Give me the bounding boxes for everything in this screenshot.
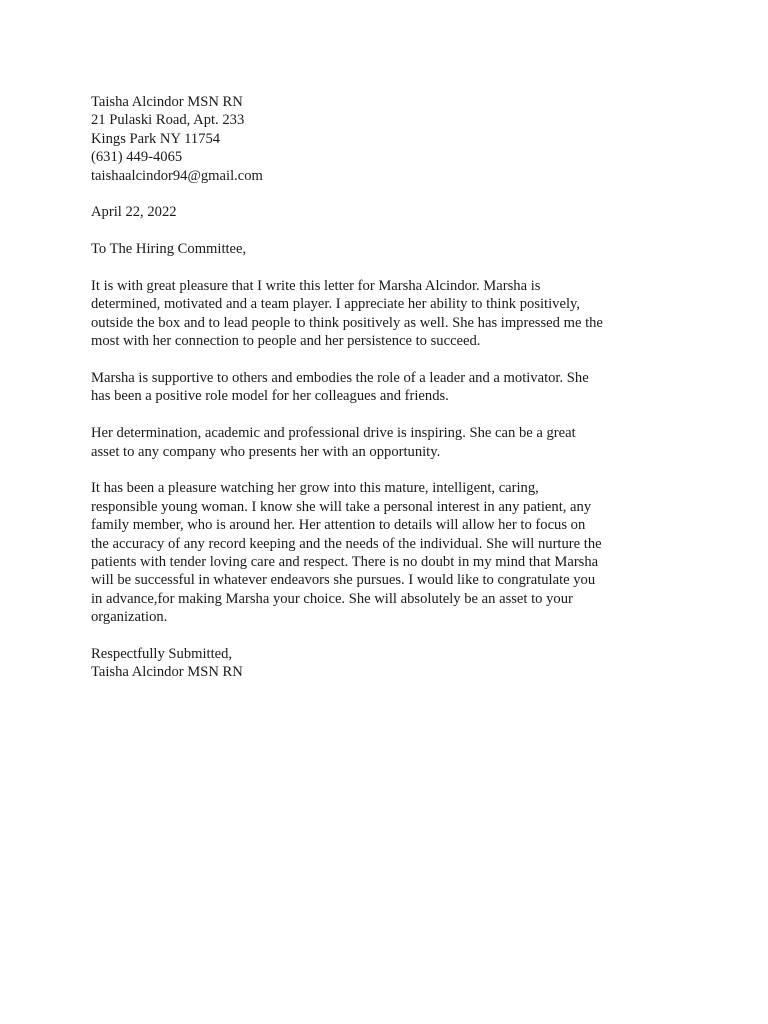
letter-date — [91, 203, 691, 221]
paragraph-line: It has been a pleasure watching her grow into this mature, intelligent, caring, — [91, 480, 539, 497]
sender-address-block — [91, 93, 691, 185]
sender-city: Kings Park NY 11754 — [91, 130, 221, 147]
paragraph-line: the accuracy of any record keeping and the needs of the individual. She will nurture the — [91, 535, 602, 552]
body-paragraph-3 — [91, 424, 691, 461]
paragraph-line: determined, motivated and a team player. I appreciate her ability to think positively, — [91, 296, 580, 313]
closing: Respectfully Submitted, — [91, 646, 233, 663]
paragraph-line: It is with great pleasure that I write this letter for Marsha Alcindor. Marsha is — [91, 278, 541, 295]
paragraph-line: asset to any company who presents her with an opportunity. — [91, 443, 441, 460]
paragraph-line: in advance,for making Marsha your choice. She will absolutely be an asset to your — [91, 590, 573, 607]
paragraph-line: patients with tender loving care and respect. There is no doubt in my mind that Marsha — [91, 554, 599, 571]
paragraph-line: most with her connection to people and her persistence to succeed. — [91, 333, 481, 350]
paragraph-line: Marsha is supportive to others and embodies the role of a leader and a motivator. She — [91, 370, 589, 387]
paragraph-line: outside the box and to lead people to think positively as well. She has impressed me the — [91, 314, 603, 331]
paragraph-line: responsible young woman. I know she will take a personal interest in any patient, any — [91, 498, 592, 515]
paragraph-line: family member, who is around her. Her attention to details will allow her to focus on — [91, 517, 586, 534]
letter — [91, 93, 691, 700]
body-paragraph-4 — [91, 479, 691, 626]
paragraph-line: will be successful in whatever endeavors she pursues. I would like to congratulate you — [91, 572, 596, 589]
sender-email: taishaalcindor94@gmail.com — [91, 167, 263, 184]
date-text: April 22, 2022 — [91, 204, 177, 221]
body-paragraph-2 — [91, 369, 691, 406]
sender-phone: (631) 449-4065 — [91, 149, 183, 166]
salutation-text: To The Hiring Committee, — [91, 241, 247, 258]
sender-street: 21 Pulaski Road, Apt. 233 — [91, 112, 245, 129]
salutation — [91, 240, 691, 258]
sender-name: Taisha Alcindor MSN RN — [91, 94, 243, 110]
body-paragraph-1 — [91, 277, 691, 351]
signature-name: Taisha Alcindor MSN RN — [91, 664, 243, 681]
paragraph-line: Her determination, academic and professional drive is inspiring. She can be a great — [91, 425, 576, 442]
paragraph-line: organization. — [91, 609, 168, 626]
paragraph-line: has been a positive role model for her colleagues and friends. — [91, 388, 449, 405]
closing-block — [91, 645, 691, 682]
